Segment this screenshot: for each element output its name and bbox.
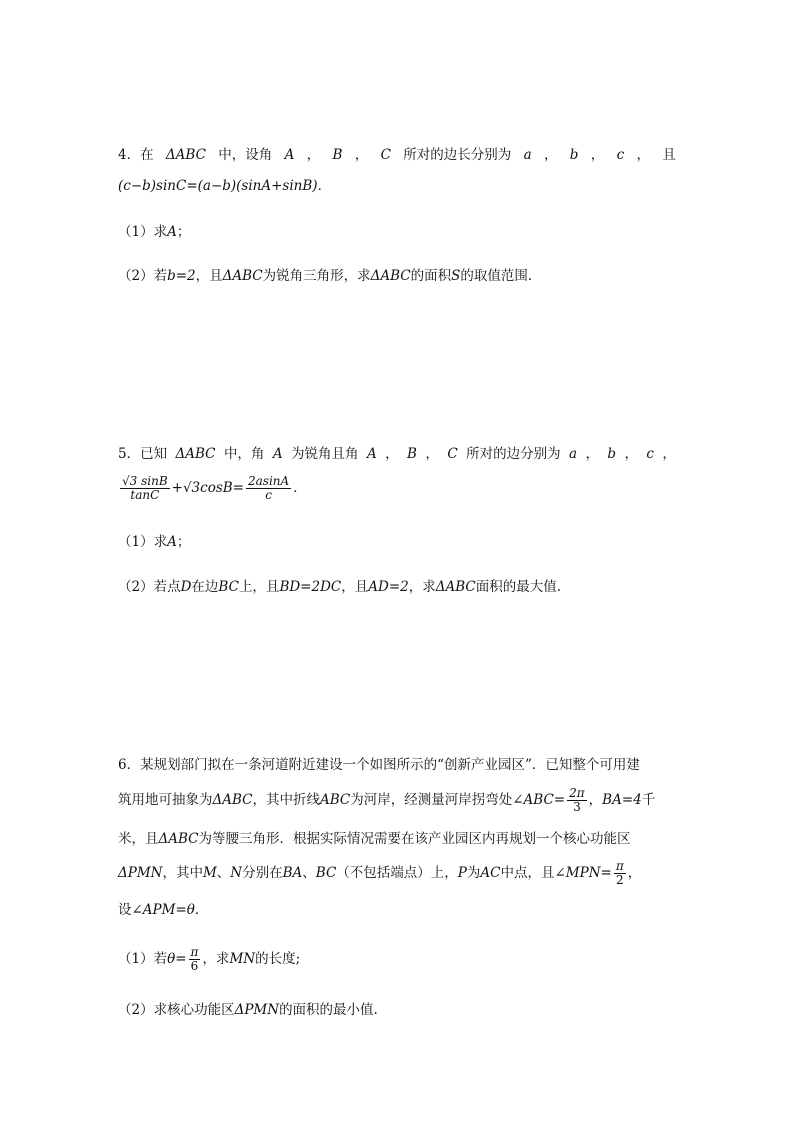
problem-6-line-2: 筑用地可抽象为ΔABC，其中折线ABC为河岸，经测量河岸拐弯处∠ABC= $\frac{2\pi}{3}$ ，BA=4千	[118, 786, 656, 814]
problem-5-question-2: （2）若点D在边BC上，且BD=2DC，且AD=2，求ΔABC面积的最大值.	[118, 579, 562, 595]
fraction-1: $\frac{√3 \sin B}{\tan C}$	[122, 474, 168, 502]
problem-4-equation: (c−b)sinC=(a−b)(sinA+sinB)．	[118, 178, 332, 194]
problem-6-line-4: ΔPMN，其中M、N分别在BA、BC（不包括端点）上，P为AC中点，且∠MPN= $\frac{\pi}{2}$ ，	[118, 859, 642, 887]
problem-6-question-2: （2）求核心功能区ΔPMN的面积的最小值.	[118, 1002, 378, 1018]
problem-6-line-3: 米，且ΔABC为等腰三角形．根据实际情况需要在该产业园区内再规划一个核心功能区	[118, 831, 631, 847]
problem-6-line-5: 设∠APM=θ．	[118, 902, 209, 918]
problem-5-stem: 5．已知 ΔABC 中，角 A 为锐角且角 A ， B ， C 所对的边分别为 a ， b ， c ，	[118, 446, 676, 462]
problem-4-stem: 4．在 ΔABC 中，设角 A ， B ， C 所对的边长分别为 a ， b ， c ， 且	[118, 147, 676, 163]
fraction-2: $\frac{2asinA}{c}$	[248, 474, 290, 502]
problem-4-question-1: （1）求A；	[118, 224, 191, 240]
problem-4-question-2: （2）若b=2，且ΔABC为锐角三角形，求ΔABC的面积S的取值范围.	[118, 268, 533, 284]
problem-5-question-1: （1）求A；	[118, 534, 191, 550]
problem-6-question-1: （1）若θ= $\frac{\pi}{6}$ ，求MN的长度;	[118, 945, 301, 973]
problem-6-line-1: 6．某规划部门拟在一条河道附近建设一个如图所示的“创新产业园区”．已知整个可用建	[118, 757, 640, 773]
problem-5-equation: $\frac{√3 \sin B}{\tan C}$ +√3cosB= $\frac{2asinA}{c}$ ．	[122, 474, 307, 502]
